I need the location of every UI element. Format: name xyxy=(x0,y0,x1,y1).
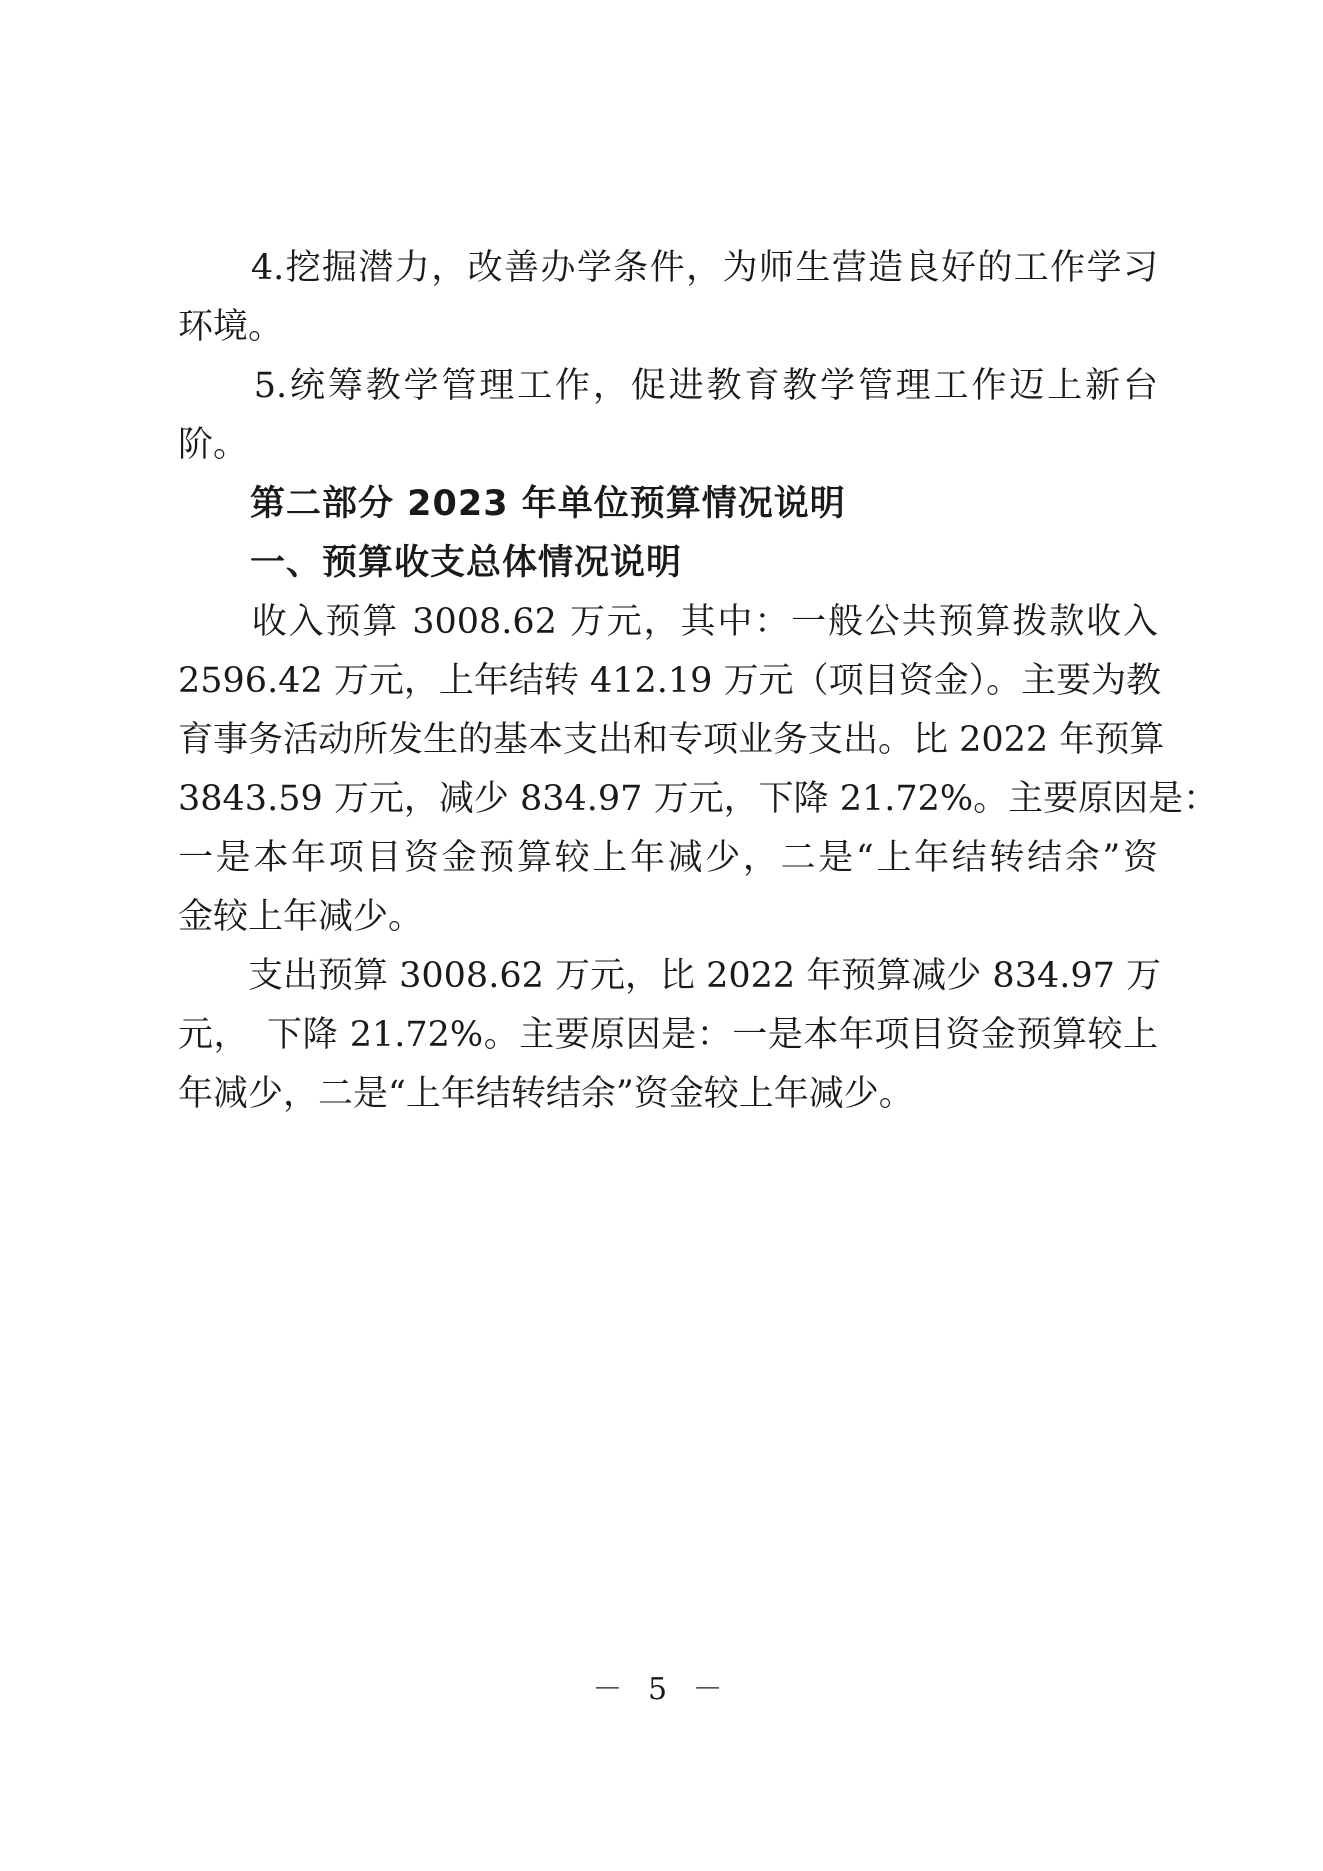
expense-paragraph-line-3: 年减少，二是“上年结转结余”资金较上年减少。 xyxy=(178,1074,914,1114)
income-paragraph-line-4: 3843.59 万元，减少 834.97 万元，下降 21.72%。主要原因是： xyxy=(178,779,1219,819)
income-paragraph-line-2: 2596.42 万元，上年结转 412.19 万元（项目资金）。主要为教 xyxy=(178,661,1162,701)
income-paragraph-line-1: 收入预算 3008.62 万元，其中：一般公共预算拨款收入 xyxy=(178,602,1158,642)
expense-paragraph-line-2: 元， 下降 21.72%。主要原因是：一是本年项目资金预算较上 xyxy=(178,1015,1158,1055)
section-one-heading: 一、预算收支总体情况说明 xyxy=(178,543,683,583)
paragraph-4-line-1: 4.挖掘潜力，改善办学条件，为师生营造良好的工作学习 xyxy=(178,248,1158,288)
paragraph-5-line-1: 5.统筹教学管理工作，促进教育教学管理工作迈上新台 xyxy=(178,366,1158,406)
paragraph-4-line-2: 环境。 xyxy=(178,307,284,347)
income-paragraph-line-6: 金较上年减少。 xyxy=(178,897,424,937)
income-paragraph-line-5: 一是本年项目资金预算较上年减少，二是“上年结转结余”资 xyxy=(178,838,1158,878)
income-paragraph-line-3: 育事务活动所发生的基本支出和专项业务支出。比 2022 年预算 xyxy=(178,720,1165,760)
page-number: － 5 － xyxy=(592,1672,731,1707)
paragraph-5-line-2: 阶。 xyxy=(178,425,249,465)
expense-paragraph-line-1: 支出预算 3008.62 万元，比 2022 年预算减少 834.97 万 xyxy=(178,956,1162,996)
part-two-heading: 第二部分 2023 年单位预算情况说明 xyxy=(178,484,846,524)
